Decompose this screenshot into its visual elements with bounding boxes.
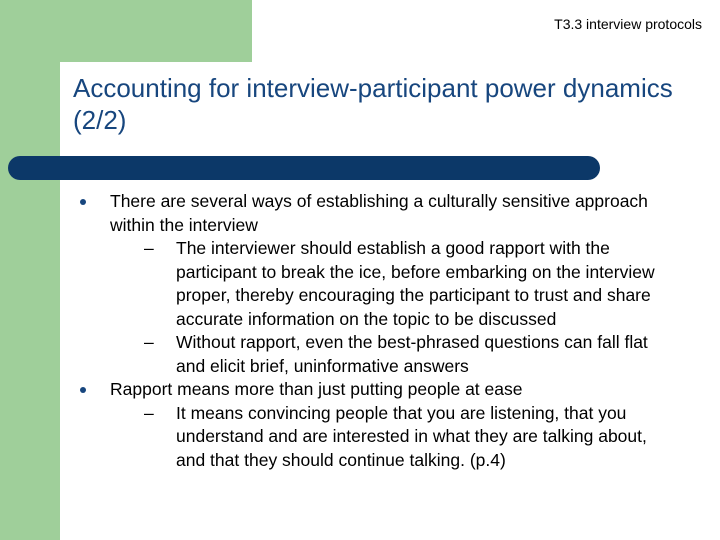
top-accent-band	[0, 0, 252, 62]
sub-bullet-item	[110, 237, 680, 331]
slide-title: Accounting for interview-participant power dynamics (2/2)	[73, 73, 673, 135]
sub-bullet-list	[110, 402, 680, 473]
dash-icon: –	[144, 332, 154, 352]
sub-bullet-item	[110, 402, 680, 473]
bullet-dot-icon	[80, 387, 86, 393]
bullet-list	[80, 190, 680, 472]
dash-icon: –	[144, 402, 154, 423]
sub-bullet-text: Without rapport, even the best-phrased questions can fall flat and elicit brief, uninformative answers	[176, 332, 648, 376]
dash-icon: –	[144, 238, 154, 258]
sub-bullet-text: It means convincing people that you are listening, that you understand and are interested in what they are talking about, and that they should continue talking. (p.4)	[176, 402, 647, 470]
sub-bullet-text: The interviewer should establish a good rapport with the participant to break the ice, before embarking on the interview proper, thereby encouraging the participant to trust and share accurate information on the topic to be discussed	[176, 238, 655, 329]
bullet-dot-icon	[80, 199, 86, 205]
bullet-text: There are several ways of establishing a culturally sensitive approach within the interview	[110, 191, 648, 235]
bullet-item	[80, 190, 680, 378]
sub-bullet-item	[110, 331, 680, 378]
sub-bullet-list	[110, 237, 680, 378]
bullet-text: Rapport means more than just putting people at ease	[110, 379, 523, 399]
slide-header: T3.3 interview protocols	[554, 16, 702, 32]
left-accent-band	[0, 0, 60, 540]
bullet-item	[80, 378, 680, 472]
title-divider-bar	[8, 156, 600, 180]
